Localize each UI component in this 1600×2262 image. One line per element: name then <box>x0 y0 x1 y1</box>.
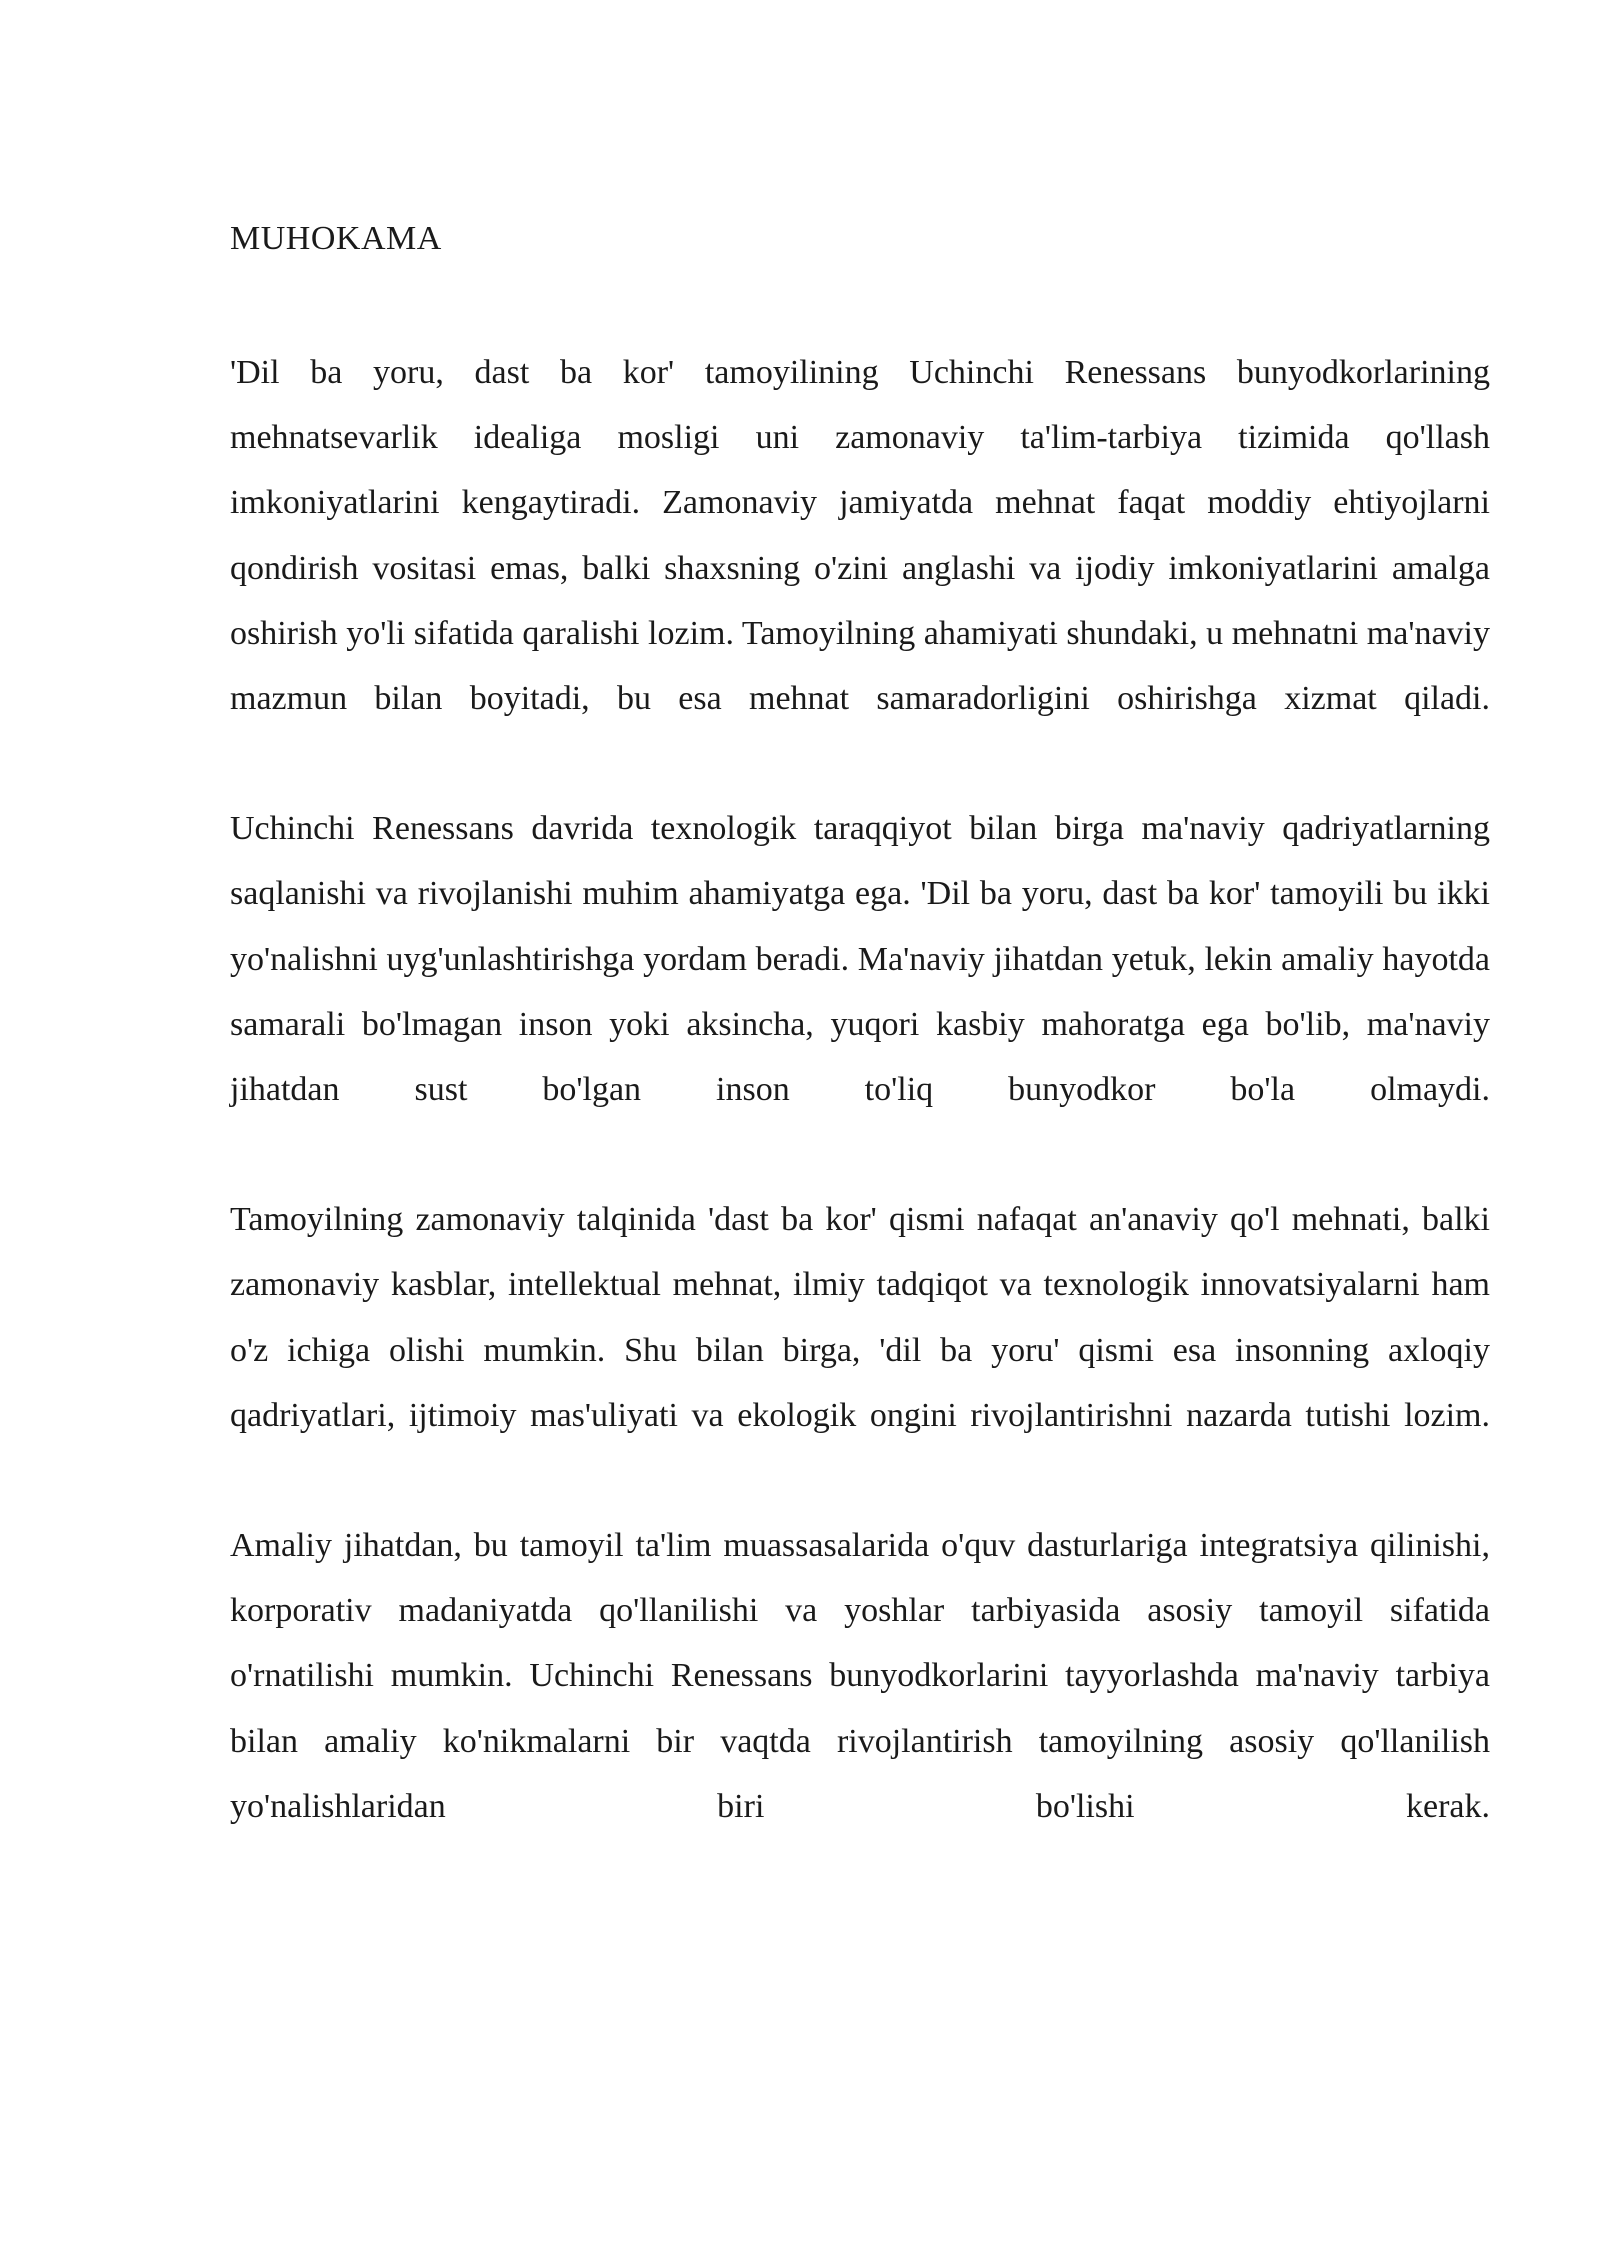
paragraph-3: Tamoyilning zamonaviy talqinida 'dast ba kor' qismi nafaqat an'anaviy qo'l mehnati, balki zamonaviy kasblar, intellektual mehnat, ilmiy tadqiqot va texnologik innovatsiyalarni ham o'z ichiga olishi mumkin. Shu bilan birga, 'dil ba yoru' qismi esa insonning axloqiy qadriyatlari, ijtimoiy mas'uliyati va ekologik ongini rivojlantirishni nazarda tutishi lozim. <box>230 1201 1490 1434</box>
paragraph-2: Uchinchi Renessans davrida texnologik taraqqiyot bilan birga ma'naviy qadriyatlarning saqlanishi va rivojlanishi muhim ahamiyatga ega. 'Dil ba yoru, dast ba kor' tamoyili bu ikki yo'nalishni uyg'unlashtirishga yordam beradi. Ma'naviy jihatdan yetuk, lekin amaliy hayotda samarali bo'lmagan inson yoki aksincha, yuqori kasbiy mahoratga ega bo'lib, ma'naviy jihatdan sust bo'lgan inson to'liq bunyodkor bo'la olmaydi. <box>230 810 1490 1109</box>
document-body <box>230 213 1490 1839</box>
paragraph-4: Amaliy jihatdan, bu tamoyil ta'lim muassasalarida o'quv dasturlariga integratsiya qilinishi, korporativ madaniyatda qo'llanilishi va yoshlar tarbiyasida asosiy tamoyil sifatida o'rnatilishi mumkin. Uchinchi Renessans bunyodkorlarini tayyorlashda ma'naviy tarbiya bilan amaliy ko'nikmalarni bir vaqtda rivojlantirish tamoyilning asosiy qo'llanilish yo'nalishlaridan biri bo'lishi kerak. <box>230 1527 1490 1825</box>
section-heading: MUHOKAMA <box>230 220 442 257</box>
paragraph-1: 'Dil ba yoru, dast ba kor' tamoyilining Uchinchi Renessans bunyodkorlarining mehnatsevarlik idealiga mosligi uni zamonaviy ta'lim-tarbiya tizimida qo'llash imkoniyatlarini kengaytiradi. Zamonaviy jamiyatda mehnat faqat moddiy ehtiyojlarni qondirish vositasi emas, balki shaxsning o'zini anglashi va ijodiy imkoniyatlarini amalga oshirish yo'li sifatida qaralishi lozim. Tamoyilning ahamiyati shundaki, u mehnatni ma'naviy mazmun bilan boyitadi, bu esa mehnat samaradorligini oshirishga xizmat qiladi. <box>230 354 1490 718</box>
